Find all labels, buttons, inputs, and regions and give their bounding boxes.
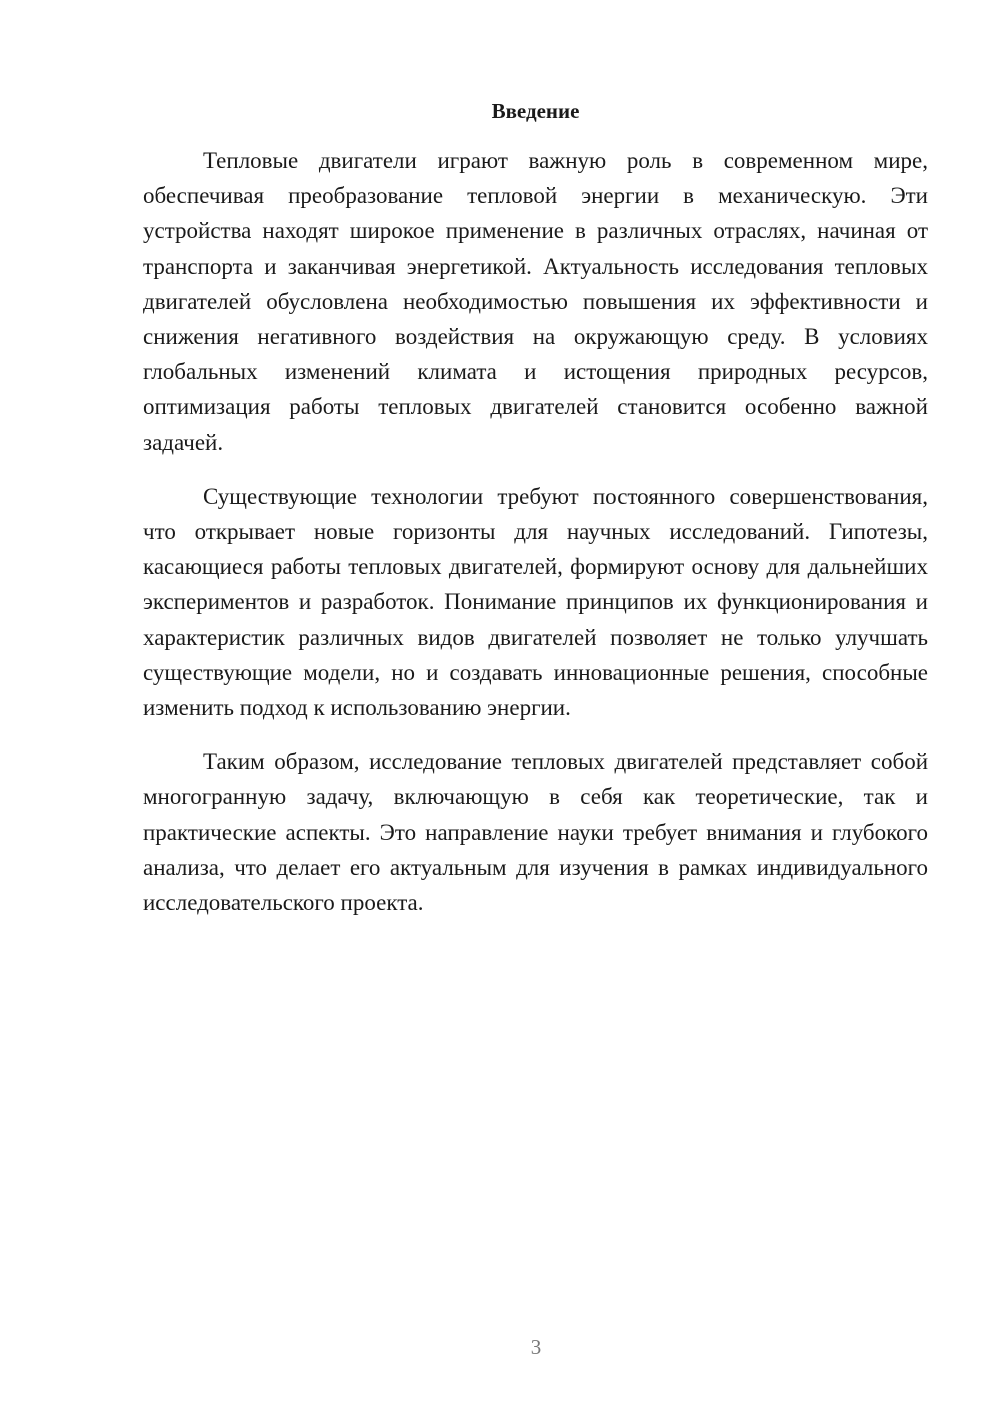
page-number: 3 (530, 1335, 542, 1359)
paragraph-3: Таким образом, исследование тепловых двигателей представляет собой многогранную задачу, включающую в себя как теоретические, так и практические аспекты. Это направление науки требует внимания и глубокого анализа, что делает его актуальным для изучения в рамках индивидуального исследовательского проекта. (143, 749, 928, 916)
paragraph-2: Существующие технологии требуют постоянного совершенствования, что открывает новые горизонты для научных исследований. Гипотезы, касающиеся работы тепловых двигателей, формируют основу для дальнейших экспериментов и разработок. Понимание принципов их функционирования и характеристик различных видов двигателей позволяет не только улучшать существующие модели, но и создавать инновационные решения, способные изменить подход к использованию энергии. (143, 483, 928, 721)
body-text (143, 143, 928, 939)
section-heading: Введение (491, 99, 580, 123)
paragraph-1: Тепловые двигатели играют важную роль в современном мире, обеспечивая преобразование тепловой энергии в механическую. Эти устройства находят широкое применение в различных отраслях, начиная от транспорта и заканчивая энергетикой. Актуальность исследования тепловых двигателей обусловлена необходимостью повышения их эффективности и снижения негативного воздействия на окружающую среду. В условиях глобальных изменений климата и истощения природных ресурсов, оптимизация работы тепловых двигателей становится особенно важной задачей. (143, 148, 928, 455)
